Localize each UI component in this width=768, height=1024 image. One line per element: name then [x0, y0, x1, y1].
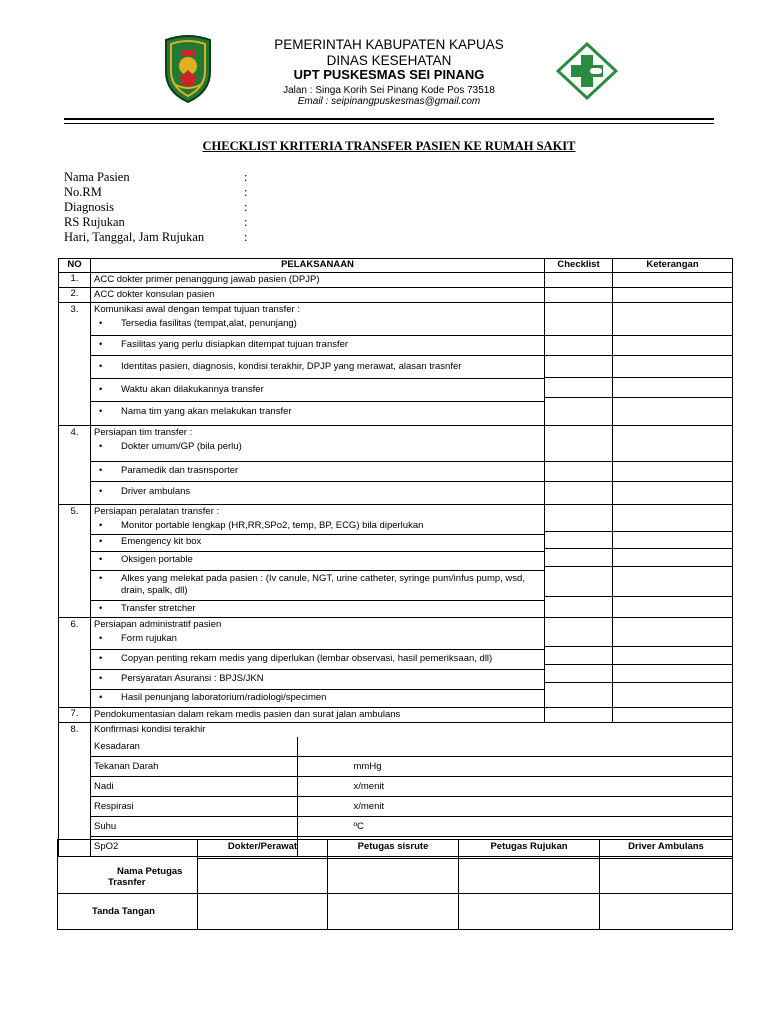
label-tanda-tangan: Tanda Tangan — [58, 894, 198, 930]
vital-row: Tekanan Darah mmHg — [91, 757, 732, 777]
list-item: • Nama tim yang akan melakukan transfer — [91, 401, 544, 425]
signature-row-sign — [58, 894, 733, 930]
signature-cell[interactable] — [600, 894, 733, 930]
government-name: PEMERINTAH KABUPATEN KAPUAS — [274, 37, 504, 52]
table-row: 2. ACC dokter konsulan pasien — [59, 288, 733, 303]
list-item: • Tersedia fasilitas (tempat,alat, penunjang) — [99, 318, 297, 329]
header-rule-thin — [64, 123, 714, 124]
signature-cell[interactable] — [328, 894, 459, 930]
health-cross-icon — [556, 42, 618, 100]
table-row: 7. Pendokumentasian dalam rekam medis pasien dan surat jalan ambulans — [59, 708, 733, 723]
note-cell[interactable] — [613, 273, 733, 288]
list-item: • Monitor portable lengkap (HR,RR,SPo2, temp, BP, ECG) bila diperlukan — [99, 520, 424, 531]
checkbox-cell[interactable] — [545, 288, 613, 303]
vital-input[interactable] — [297, 737, 732, 757]
name-cell[interactable] — [328, 859, 459, 894]
list-item: • Hasil penunjang laboratorium/radiologi/specimen — [91, 689, 544, 707]
vital-input[interactable]: mmHg — [297, 757, 732, 777]
header-dokter: Dokter/Perawat — [198, 840, 328, 859]
note-cell[interactable] — [613, 708, 733, 723]
facility-name: UPT PUSKESMAS SEI PINANG — [293, 67, 485, 83]
table-row: 1. ACC dokter primer penanggung jawab pasien (DPJP) — [59, 273, 733, 288]
field-nama-pasien: Nama Pasien : — [64, 170, 248, 184]
signature-cell[interactable] — [198, 894, 328, 930]
table-row: 8. Konfirmasi kondisi terakhir Kesadaran Tekanan Darah mmHg Nadi x/menit Respirasi x/menit Suhu ºC SpO2 — [59, 723, 733, 857]
list-item: • Fasilitas yang perlu disiapkan ditempat tujuan transfer — [91, 335, 544, 355]
header-rule — [64, 118, 714, 120]
address: Jalan : Singa Korih Sei Pinang Kode Pos 73518 — [283, 84, 495, 96]
table-header — [59, 259, 733, 273]
vital-row: Respirasi x/menit — [91, 797, 732, 817]
signature-table — [57, 839, 733, 930]
signature-cell[interactable] — [459, 894, 600, 930]
checkbox-cell[interactable] — [545, 708, 613, 723]
header-sisrute: Petugas sisrute — [328, 840, 459, 859]
header-note: Keterangan — [613, 259, 733, 273]
list-item: • Oksigen portable — [91, 551, 544, 570]
header-no: NO — [59, 259, 91, 273]
header-action: PELAKSANAAN — [91, 259, 545, 273]
vital-row: Kesadaran — [91, 737, 732, 757]
checklist-table — [58, 258, 733, 857]
vital-row: SpO2 — [91, 837, 732, 857]
list-item: • Waktu akan dilakukannya transfer — [91, 378, 544, 401]
note-cell[interactable] — [613, 288, 733, 303]
patient-fields — [64, 170, 248, 245]
name-cell[interactable] — [198, 859, 328, 894]
header-driver: Driver Ambulans — [600, 840, 733, 859]
vital-row: Suhu ºC — [91, 817, 732, 837]
field-rs-rujukan: RS Rujukan : — [64, 215, 248, 229]
document-title: CHECKLIST KRITERIA TRANSFER PASIEN KE RUMAH SAKIT — [202, 139, 576, 153]
vital-input[interactable]: ºC — [297, 817, 732, 837]
table-row: 5. Persiapan peralatan transfer : • Monitor portable lengkap (HR,RR,SPo2, temp, BP, ECG) bila diperlukan • Emengency kit box • Oksigen portable • Alkes yang melekat pada pasien : (Iv canule, NGT, urine catheter, syringe pum/infus pump, wsd, drain, spalk, dll) • Transfer stretcher — [59, 505, 733, 618]
list-item: • Paramedik dan trasnsporter — [91, 461, 544, 481]
header-rujukan: Petugas Rujukan — [459, 840, 600, 859]
label-nama-petugas: Nama Petugas — [117, 865, 183, 877]
list-item: • Driver ambulans — [91, 481, 544, 504]
checkbox-cell[interactable] — [545, 303, 613, 426]
agency-name: DINAS KESEHATAN — [326, 52, 452, 68]
header-checklist: Checklist — [545, 259, 613, 273]
checkbox-cell[interactable] — [545, 426, 613, 505]
name-cell[interactable] — [600, 859, 733, 894]
vital-input[interactable]: x/menit — [297, 777, 732, 797]
list-item: • Dokter umum/GP (bila perlu) — [99, 441, 242, 452]
name-cell[interactable] — [459, 859, 600, 894]
field-diagnosis: Diagnosis : — [64, 200, 248, 214]
letterhead — [230, 37, 548, 108]
table-row: 4. Persiapan tim transfer : • Dokter umum/GP (bila perlu) • Paramedik dan trasnsporter • Driver ambulans — [59, 426, 733, 505]
list-item: • Transfer stretcher — [91, 600, 544, 617]
note-cell[interactable] — [613, 303, 733, 426]
regency-emblem-icon — [160, 34, 216, 104]
checkbox-cell[interactable] — [545, 505, 613, 618]
note-cell[interactable] — [613, 505, 733, 618]
list-item: • Form rujukan — [99, 633, 177, 644]
note-cell[interactable] — [613, 618, 733, 708]
signature-row-name — [58, 859, 733, 894]
list-item: • Emengency kit box — [91, 534, 544, 551]
list-item: • Identitas pasien, diagnosis, kondisi terakhir, DPJP yang merawat, alasan trasnfer — [91, 355, 544, 378]
list-item: • Copyan penting rekam medis yang diperlukan (lembar observasi, hasil pemeriksaan, dll) — [91, 649, 544, 669]
vital-row: Nadi x/menit — [91, 777, 732, 797]
list-item: • Persyaratan Asuransi : BPJS/JKN — [91, 669, 544, 689]
table-row: 3. Komunikasi awal dengan tempat tujuan transfer : • Tersedia fasilitas (tempat,alat, penunjang) • Fasilitas yang perlu disiapkan ditempat tujuan transfer • Identitas pasien, diagnosis, kondisi terakhir, DPJP yang merawat, alasan trasnfer • Waktu akan dilakukannya transfer • Nama tim yang akan melakukan transfer — [59, 303, 733, 426]
field-hari-tanggal: Hari, Tanggal, Jam Rujukan : — [64, 230, 248, 244]
vital-input[interactable]: x/menit — [297, 797, 732, 817]
checkbox-cell[interactable] — [545, 273, 613, 288]
table-row: 6. Persiapan administratif pasien • Form rujukan • Copyan penting rekam medis yang diperlukan (lembar observasi, hasil pemeriksaan, dll) • Persyaratan Asuransi : BPJS/JKN • Hasil penunjang laboratorium/radiologi/specimen — [59, 618, 733, 708]
field-no-rm: No.RM : — [64, 185, 248, 199]
checkbox-cell[interactable] — [545, 618, 613, 708]
email: Email : seipinangpuskesmas@gmail.com — [297, 96, 481, 108]
label-trasnfer: Trasnfer — [108, 876, 146, 888]
note-cell[interactable] — [613, 426, 733, 505]
signature-header — [58, 840, 733, 859]
list-item: • Alkes yang melekat pada pasien : (Iv canule, NGT, urine catheter, syringe pum/infus pump, wsd, drain, spalk, dll) — [91, 570, 544, 600]
